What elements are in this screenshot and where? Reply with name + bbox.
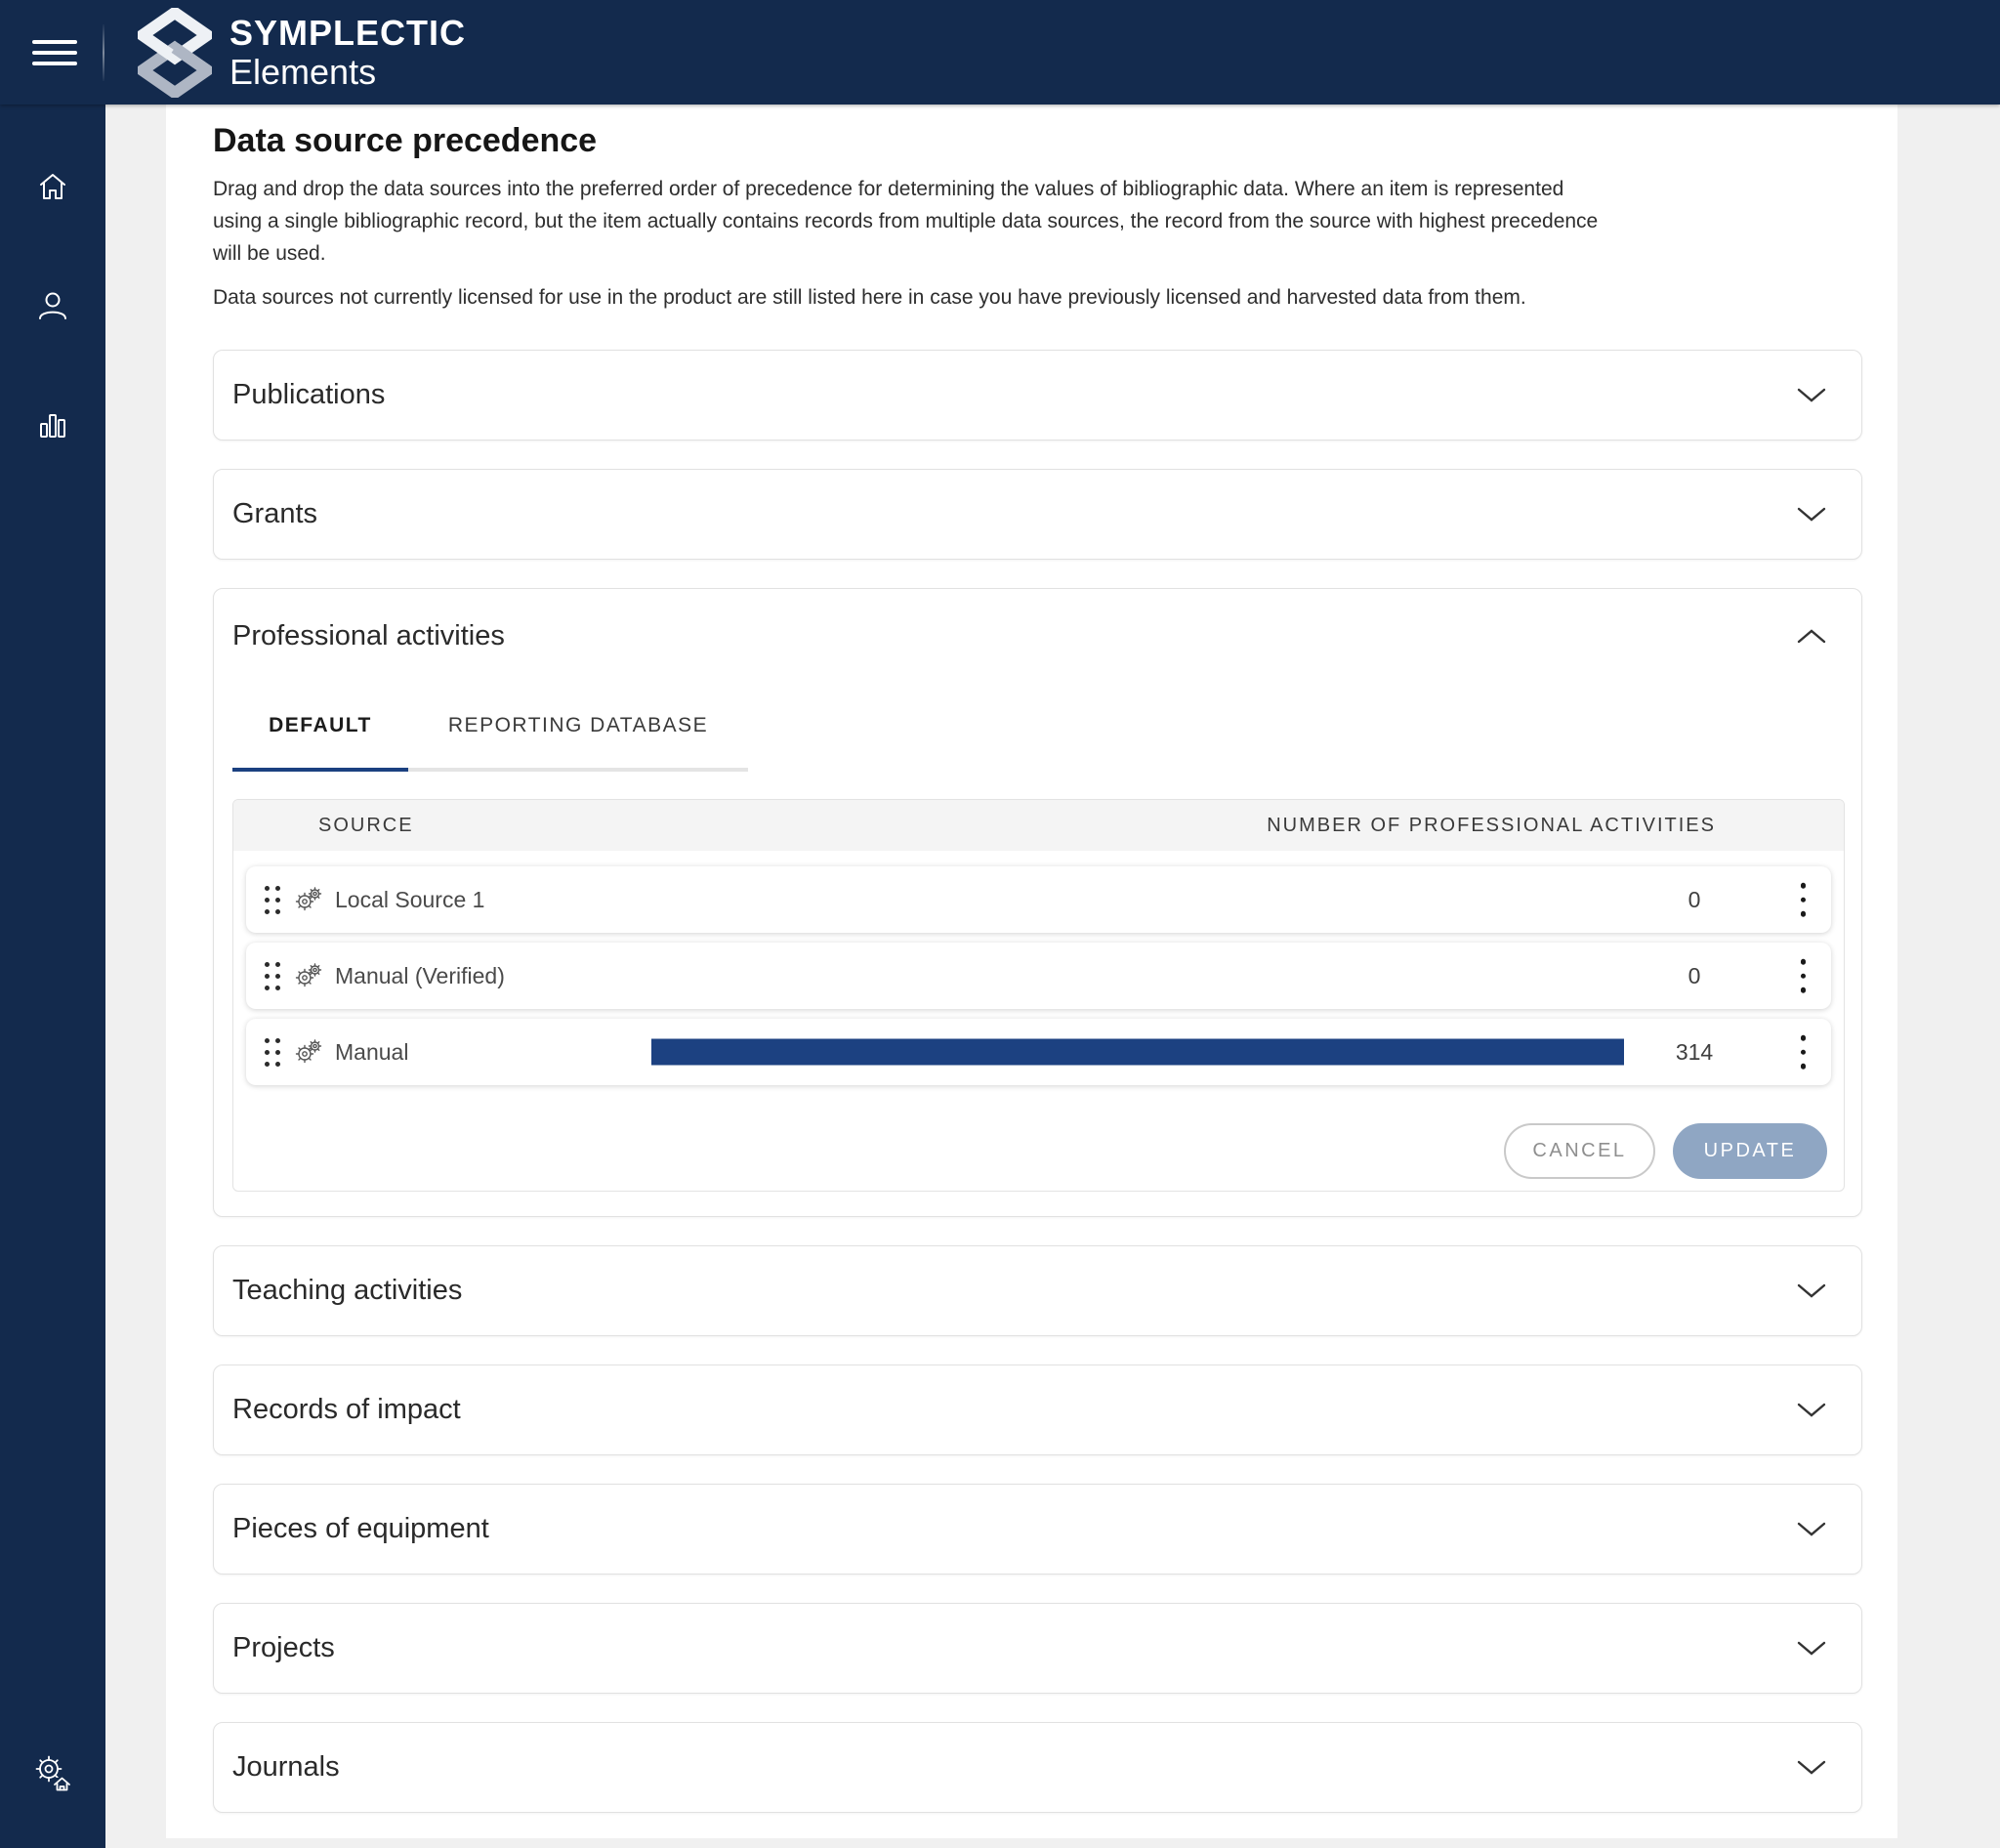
activity-count: 314 <box>1675 1038 1714 1065</box>
activity-count: 0 <box>1688 886 1701 912</box>
brand-line2: Elements <box>229 51 377 92</box>
section-journals[interactable] <box>213 1722 1862 1813</box>
precedence-table <box>232 799 1845 1192</box>
sidebar-item-reports[interactable] <box>33 404 72 443</box>
cogs-icon <box>294 887 323 912</box>
table-row <box>246 943 1831 1009</box>
person-icon <box>36 289 69 322</box>
hamburger-menu-icon[interactable] <box>32 40 77 65</box>
activity-count: 0 <box>1688 962 1701 988</box>
tab-label: REPORTING DATABASE <box>447 713 709 736</box>
home-icon <box>36 171 69 204</box>
section-records-of-impact[interactable] <box>213 1365 1862 1455</box>
section-projects[interactable] <box>213 1603 1862 1694</box>
intro-line: using a single bibliographic record, but the item actually contains records from multiple data sources, the record from the source with highest precedence <box>213 210 1599 232</box>
source-name: Manual (Verified) <box>335 962 505 988</box>
topbar-divider <box>103 24 104 81</box>
count-bar <box>651 1039 1624 1066</box>
section-label: Records of impact <box>232 1394 461 1425</box>
sidebar <box>0 105 105 1848</box>
column-header-source: SOURCE <box>318 814 414 836</box>
intro-paragraph-2: Data sources not currently licensed for use in the product are still listed here in case you have previously licensed and harvested data from them. <box>213 286 1526 309</box>
table-rows <box>233 851 1844 1085</box>
brand-name <box>229 14 466 92</box>
table-row <box>246 866 1831 933</box>
section-label: Teaching activities <box>232 1275 463 1306</box>
tab-label: DEFAULT <box>269 713 372 736</box>
top-bar <box>0 0 2000 105</box>
symplectic-logo-icon <box>138 8 212 98</box>
column-header-count: NUMBER OF PROFESSIONAL ACTIVITIES <box>1267 814 1716 836</box>
intro-paragraph-1 <box>213 173 1862 270</box>
tab-bar <box>232 683 748 772</box>
section-header[interactable] <box>214 589 1861 683</box>
chevron-down-icon[interactable] <box>1797 507 1826 523</box>
chevron-down-icon[interactable] <box>1797 1522 1826 1537</box>
section-label: Pieces of equipment <box>232 1513 489 1544</box>
section-publications[interactable] <box>213 350 1862 441</box>
kebab-menu-icon[interactable] <box>1797 1031 1811 1073</box>
section-label: Publications <box>232 379 386 410</box>
drag-handle-icon[interactable] <box>265 886 280 914</box>
drag-handle-icon[interactable] <box>265 962 280 990</box>
section-pieces-of-equipment[interactable] <box>213 1484 1862 1575</box>
table-actions <box>233 1095 1844 1191</box>
cogs-icon <box>294 1039 323 1065</box>
chevron-down-icon[interactable] <box>1797 1403 1826 1418</box>
chevron-down-icon[interactable] <box>1797 1760 1826 1776</box>
cancel-button[interactable]: CANCEL <box>1504 1123 1655 1179</box>
section-grants[interactable] <box>213 469 1862 560</box>
section-list <box>213 350 1862 1813</box>
chevron-down-icon[interactable] <box>1797 1283 1826 1299</box>
section-label: Professional activities <box>232 619 505 651</box>
section-teaching-activities[interactable] <box>213 1245 1862 1336</box>
tab-default[interactable] <box>232 683 408 772</box>
gear-home-icon <box>33 1753 72 1792</box>
table-header <box>233 800 1844 851</box>
chevron-down-icon[interactable] <box>1797 388 1826 403</box>
chevron-down-icon[interactable] <box>1797 1641 1826 1657</box>
cogs-icon <box>294 963 323 988</box>
drag-handle-icon[interactable] <box>265 1038 280 1067</box>
section-professional-activities <box>213 588 1862 1217</box>
section-label: Projects <box>232 1632 335 1663</box>
sidebar-item-home[interactable] <box>33 168 72 207</box>
brand-line1: SYMPLECTIC <box>229 12 467 53</box>
section-label: Grants <box>232 498 318 529</box>
kebab-menu-icon[interactable] <box>1797 879 1811 921</box>
sidebar-item-profile[interactable] <box>33 286 72 325</box>
kebab-menu-icon[interactable] <box>1797 955 1811 997</box>
source-name: Manual <box>335 1038 409 1065</box>
tab-reporting-database[interactable] <box>408 683 748 772</box>
update-button[interactable]: UPDATE <box>1673 1123 1827 1179</box>
source-name: Local Source 1 <box>335 886 485 912</box>
intro-line: will be used. <box>213 242 326 265</box>
intro-line: Drag and drop the data sources into the preferred order of precedence for determining the values of bibliographic data. Where an item is represented <box>213 178 1564 200</box>
chevron-up-icon[interactable] <box>1797 628 1826 644</box>
bar-chart-icon <box>36 407 69 441</box>
section-label: Journals <box>232 1751 340 1783</box>
page-title: Data source precedence <box>213 122 598 159</box>
table-row <box>246 1019 1831 1085</box>
sidebar-item-settings[interactable] <box>33 1753 72 1792</box>
main-panel <box>166 105 1897 1838</box>
